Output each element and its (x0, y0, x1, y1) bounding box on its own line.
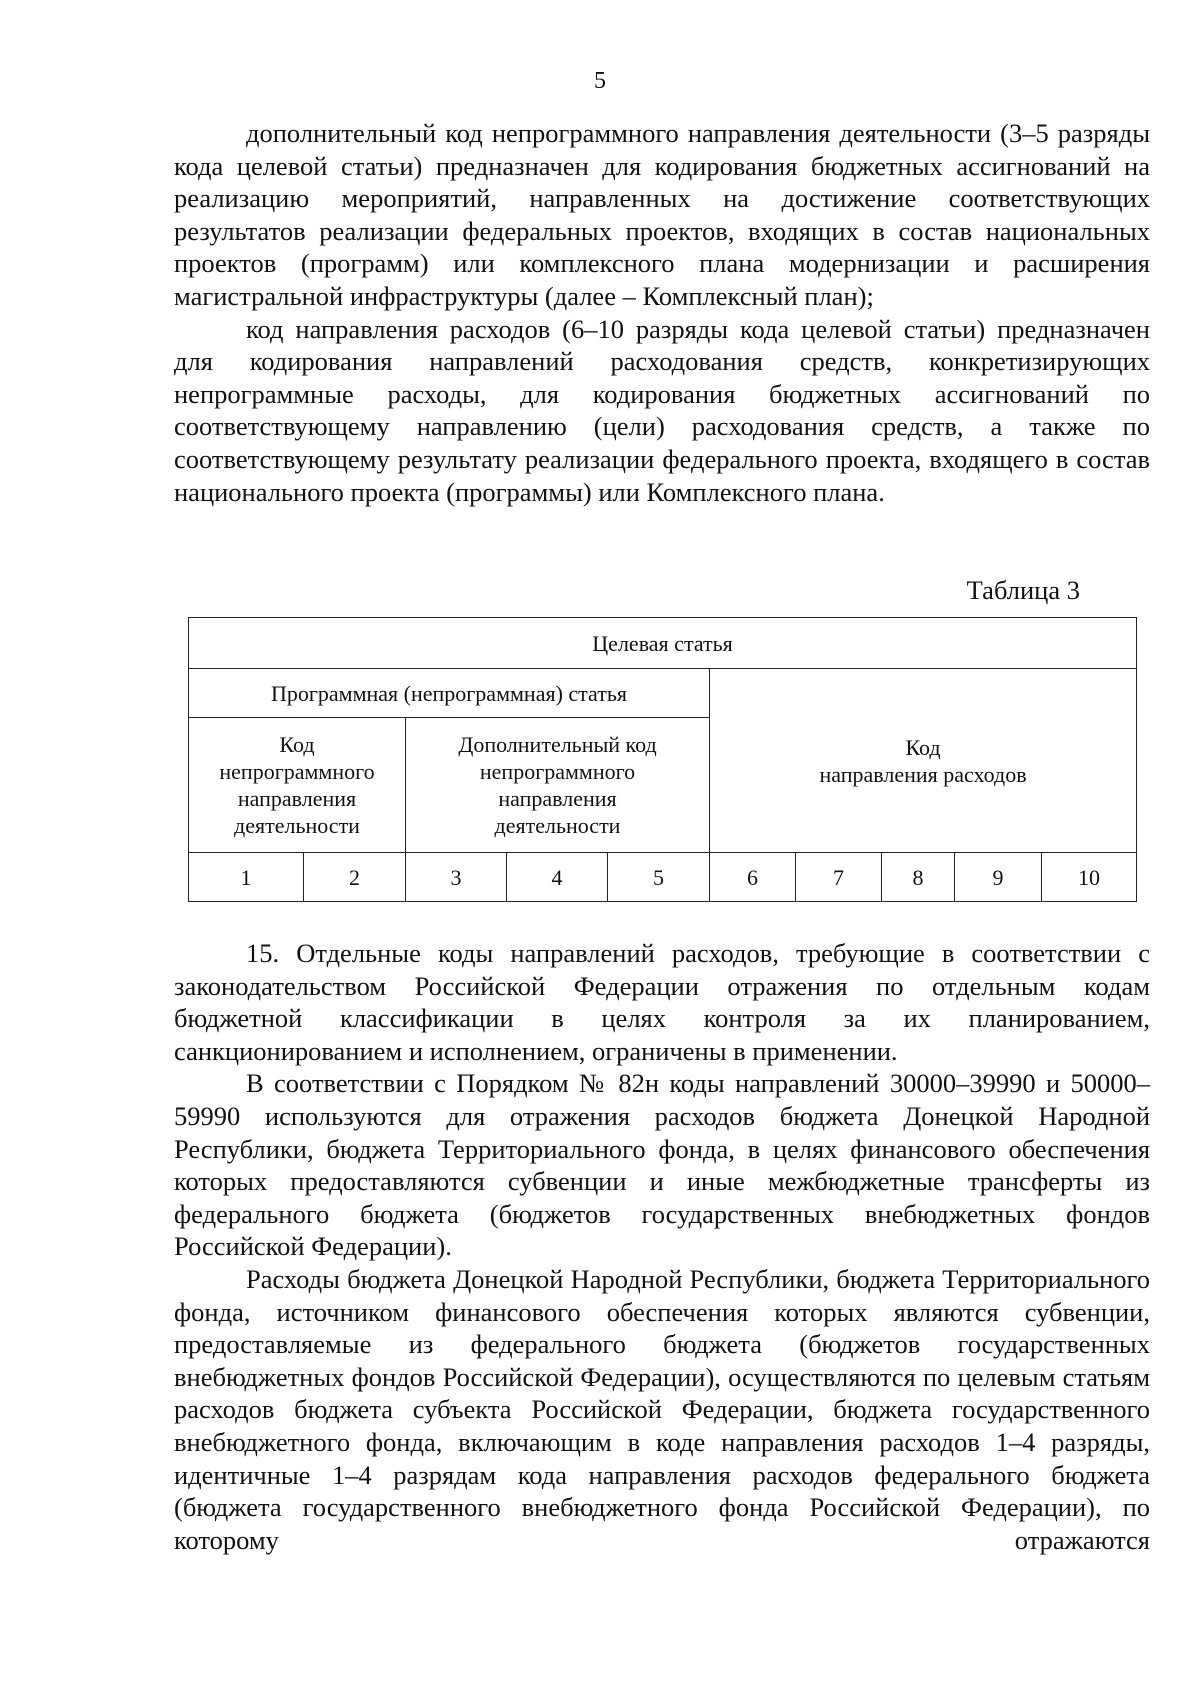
text-line: соответствующих результатов реализации федеральных проектов, входящих (174, 183, 1151, 246)
text-line: с законодательством Российской Федерации отражения по отдельным кодам (174, 938, 1151, 1001)
text-line: трансферты из федерального бюджета (бюджетов государственных (174, 1166, 1151, 1229)
header-expense-direction-line: Код (905, 734, 941, 760)
paragraph-subvention-expenses (174, 1263, 1150, 1556)
table-caption: Таблица 3 (966, 575, 1080, 605)
header-additional-code-line: Дополнительный код (458, 732, 657, 757)
text-line: код направления расходов (6–10 разряды кода целевой статьи) (246, 313, 986, 344)
header-additional-code-line: непрограммного (479, 759, 636, 784)
header-program-article: Программная (непрограммная) статья (189, 669, 710, 718)
digit-cell: 2 (304, 853, 406, 902)
text-line: В соответствии с Порядком № 82н коды направлений 30000–39990 и (246, 1068, 1061, 1099)
header-code-nonprogram-line: направления (237, 786, 357, 811)
text-line: Территориального фонда, источником финансового обеспечения которых (174, 1263, 1151, 1327)
digit-cell: 10 (1042, 853, 1137, 902)
text-line: являются субвенции, предоставляемые из федерального бюджета (бюджетов (174, 1296, 1150, 1360)
digit-cell: 8 (882, 853, 955, 902)
paragraph-expense-direction-code (174, 313, 1150, 509)
text-line: Федерации, бюджета государственного внебюджетного фонда, включающим (174, 1394, 1150, 1457)
digit-cell: 4 (507, 853, 608, 902)
text-line: модернизации и расширения магистральной инфраструктуры (далее – (174, 248, 1151, 311)
digit-cell: 6 (710, 853, 796, 902)
digit-cell: 9 (955, 853, 1042, 902)
text-line: государственных внебюджетных фондов Российской Федерации), (174, 1329, 1150, 1392)
digit-cell: 5 (608, 853, 710, 902)
text-line: бюджетной классификации в целях контроля за их планированием, (174, 1003, 1150, 1034)
text-block-bottom (174, 937, 1150, 1556)
header-expense-direction-line: направления расходов (819, 761, 1027, 787)
text-line: проекта, входящего в состав национального проекта (программы) или (174, 443, 1151, 507)
header-code-nonprogram-line: непрограммного (219, 759, 375, 784)
text-line: внебюджетных фондов Российской Федерации). (174, 1198, 1150, 1262)
page-number: 5 (594, 68, 606, 94)
header-code-nonprogram-line: Код (279, 732, 315, 757)
text-line: направления расходов федерального бюджета (бюджета государственного (174, 1459, 1151, 1523)
text-line: Расходы бюджета Донецкой Народной Республики, бюджета (246, 1263, 936, 1294)
header-code-nonprogram (189, 718, 406, 853)
text-line: в коде направления расходов 1–4 разряды, идентичные 1–4 разрядам кода (174, 1426, 1150, 1490)
header-code-nonprogram-line: деятельности (234, 813, 360, 838)
header-additional-code-line: деятельности (494, 813, 621, 838)
text-line: внебюджетного фонда Российской Федерации), по которому отражаются (174, 1492, 1150, 1555)
paragraph-item-15 (174, 937, 1150, 1067)
text-line: санкционированием и исполнением, ограничены в применении. (174, 1035, 898, 1066)
target-article-structure-table (188, 617, 1137, 902)
text-line: 50000–59990 используются для отражения расходов бюджета Донецкой (174, 1068, 1150, 1131)
digit-cell: 1 (189, 853, 304, 902)
text-block-top (174, 117, 1150, 508)
text-line: дополнительный код непрограммного направления деятельности (246, 118, 992, 148)
text-line: в состав национальных проектов (программ) или комплексного плана (174, 215, 1151, 279)
header-additional-code-line: направления (498, 786, 617, 811)
digit-cell: 3 (406, 853, 507, 902)
text-line: Комплексного плана. (646, 476, 885, 507)
text-line: ассигнований по соответствующему направлению (цели) расходования (174, 378, 1151, 442)
header-additional-code (406, 718, 710, 853)
header-expense-direction (710, 669, 1137, 853)
text-line: осуществляются по целевым статьям расходов бюджета субъекта Российской (174, 1361, 1150, 1425)
text-line: Комплексный план); (642, 280, 874, 311)
paragraph-order-82n (174, 1067, 1150, 1263)
paragraph-additional-code (174, 117, 1150, 313)
text-line: средств, а также по соответствующему результату реализации федерального (174, 411, 1150, 474)
text-line: (3–5 разряды кода целевой статьи) предназначен для кодирования бюджетных (174, 118, 1150, 181)
text-line: конкретизирующих непрограммные расходы, для кодирования бюджетных (174, 346, 1151, 409)
text-line: предназначен для кодирования направлений расходования средств, (174, 313, 1150, 377)
text-line: обеспечения которых предоставляются субвенции и иные межбюджетные (174, 1133, 1151, 1197)
text-line: Народной Республики, бюджета Территориального фонда, в целях финансового (174, 1100, 1151, 1164)
digit-cell: 7 (796, 853, 882, 902)
text-line: ассигнований на реализацию мероприятий, направленных на достижение (174, 150, 1150, 214)
text-line: 15. Отдельные коды направлений расходов, требующие в соответствии (246, 938, 1122, 968)
header-target-article: Целевая статья (189, 618, 1137, 669)
